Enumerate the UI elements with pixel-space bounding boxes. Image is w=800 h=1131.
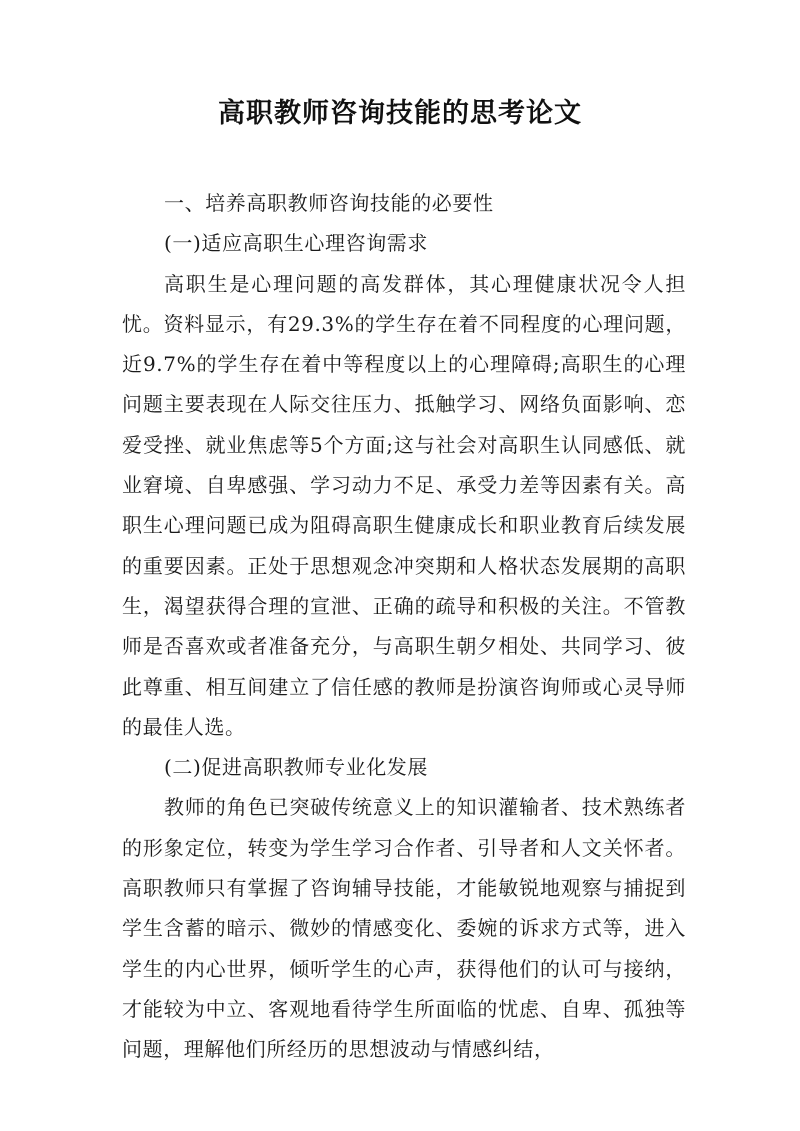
paragraph-1: 高职生是心理问题的高发群体，其心理健康状况令人担忧。资料显示，有29.3%的学生存在着不同程度的心理问题，近9.7%的学生存在着中等程度以上的心理障碍;高职生的心理问题主要表现在人际交往压力、抵触学习、网络负面影响、恋爱受挫、就业焦虑等5个方面;这与社会对高职生认同感低、就业窘境、自卑感强、学习动力不足、承受力差等因素有关。高职生心理问题已成为阻碍高职生健康成长和职业教育后续发展的重要因素。正处于思想观念冲突期和人格状态发展期的高职生，渴望获得合理的宣泄、正确的疏导和积极的关注。不管教师是否喜欢或者准备充分，与高职生朝夕相处、共同学习、彼此尊重、相互间建立了信任感的教师是扮演咨询师或心灵导师的最佳人选。 — [122, 271, 686, 739]
document-title: 高职教师咨询技能的思考论文 — [218, 98, 582, 129]
document-body — [122, 183, 686, 1070]
subsection-heading-1: (一)适应高职生心理咨询需求 — [164, 231, 429, 256]
section-heading: 一、培养高职教师咨询技能的必要性 — [164, 191, 494, 215]
paragraph-2: 教师的角色已突破传统意义上的知识灌输者、技术熟练者的形象定位，转变为学生学习合作者、引导者和人文关怀者。高职教师只有掌握了咨询辅导技能，才能敏锐地观察与捕捉到学生含蓄的暗示、微妙的情感变化、委婉的诉求方式等，进入学生的内心世界，倾听学生的心声，获得他们的认可与接纳，才能较为中立、客观地看待学生所面临的忧虑、自卑、孤独等问题，理解他们所经历的思想波动与情感纠结， — [122, 795, 686, 1062]
subsection-heading-2: (二)促进高职教师专业化发展 — [164, 755, 429, 780]
